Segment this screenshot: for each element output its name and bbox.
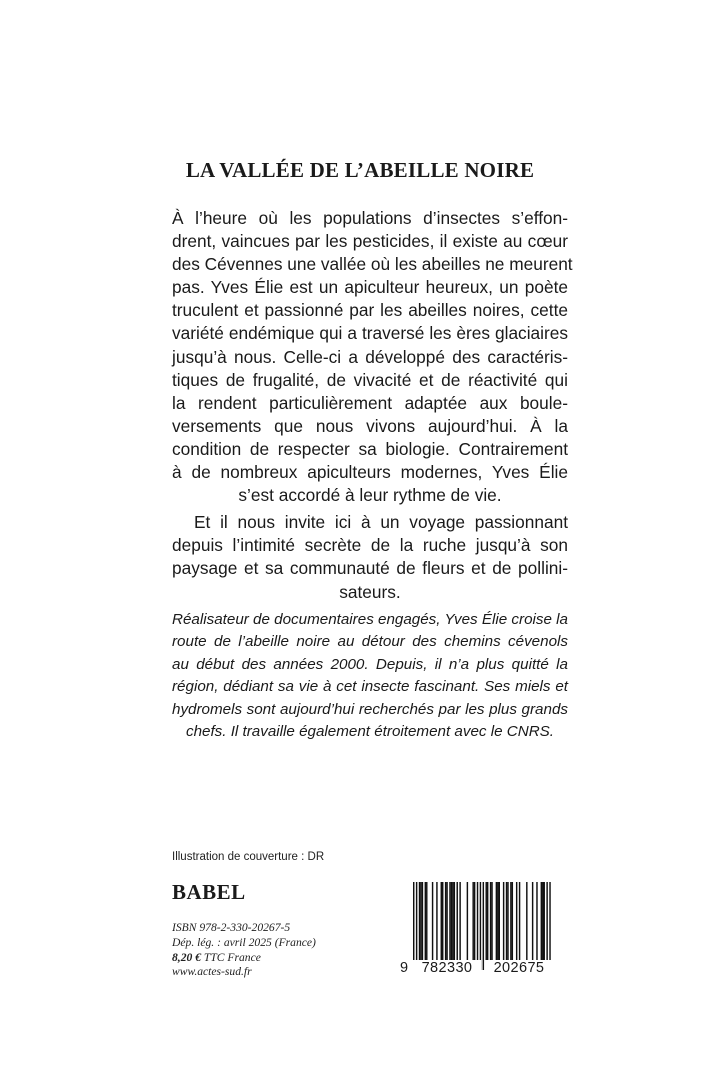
barcode-bar [536,882,537,962]
bio-line: Réalisateur de documentaires engagés, Yves Élie croise la [172,611,568,628]
cover-credit: Illustration de couverture : DR [172,851,325,863]
text-line: variété endémique qui a traversé les ères glaciaires [172,323,568,344]
bio-line: route de l’abeille noire au détour des chemins cévenols [172,633,568,651]
barcode-bar [512,882,513,962]
barcode-bar [546,882,547,970]
barcode-bar [446,882,447,962]
book-title: LA VALLÉE DE L’ABEILLE NOIRE [185,158,535,182]
barcode-bar [490,882,491,962]
barcode-bar [432,882,433,962]
barcode-group-1: 782330 [413,960,481,976]
barcode-bar [516,882,517,962]
bio-line: région, dédiant sa vie à cet insecte fascinant. Ses miels et [172,678,568,696]
text-line: condition de respecter sa biologie. Contrairement [172,438,568,459]
barcode-bar [491,882,492,962]
bio-line: au début des années 2000. Depuis, il n’a plus quitté la [172,655,568,673]
text-line: jusqu’à nous. Celle-ci a développé des caractéris- [172,346,568,367]
barcode-bar [459,882,460,962]
text-line: À l’heure où les populations d’insectes s’effon- [172,208,568,228]
barcode-bar [496,882,497,962]
text-line: Et il nous invite ici à un voyage passionnant [194,512,568,533]
legal-deposit: Dép. lég. : avril 2025 (France) [172,935,316,949]
barcode-bar [487,882,488,962]
barcode-bar [503,882,504,962]
text-line: des Cévennes une vallée où les abeilles ne meurent [172,254,573,275]
barcode-bar [507,882,508,962]
isbn: ISBN 978-2-330-20267-5 [172,921,291,934]
barcode-bar [449,882,450,962]
text-line: à de nombreux apiculteurs modernes, Yves Élie [172,462,568,483]
author-bio [172,609,568,743]
text-line: pas. Yves Élie est un apiculteur heureux, un poète [172,277,568,298]
text-line: tiques de frugalité, de vivacité et de réactivité qui [172,369,568,390]
text-line: versements que nous vivons aujourd’hui. À la [172,415,568,436]
barcode-bar [486,882,487,962]
text-line: depuis l’intimité secrète de la ruche jusqu’à son [172,535,568,556]
publisher-name: BABEL [172,880,246,904]
publication-info [172,921,316,980]
barcode-bar [480,882,481,970]
barcode-first-digit: 9 [400,960,409,976]
website-link[interactable]: www.actes-sud.fr [172,965,252,979]
text-line: sateurs. [339,581,401,602]
barcode-bar [452,882,453,962]
text-line: drent, vaincues par les pesticides, il existe au cœur [172,231,568,252]
blurb-paragraph-1 [172,207,573,507]
price-suffix: TTC France [200,950,261,964]
barcode-bar [544,882,545,962]
bio-line: hydromels sont aujourd’hui recherchés par les plus grands [172,700,568,718]
price [172,951,316,966]
barcode-bar [497,882,498,962]
barcode-bar [519,882,520,962]
barcode-bar [454,882,455,962]
text-line: s’est accordé à leur rythme de vie. [238,485,502,506]
barcode-bar [499,882,500,962]
barcode-bar [477,882,478,962]
barcode-bar [426,882,427,962]
barcode-bar [451,882,452,962]
barcode-bar [422,882,423,962]
barcode-bar [413,882,414,970]
barcode-bar [457,882,458,962]
barcode-bar [467,882,468,962]
barcode-bar [474,882,475,962]
barcode-bar [419,882,420,962]
text-line: paysage et sa communauté de fleurs et de pollini- [172,558,568,579]
barcode-bar [425,882,426,962]
barcode-bar [526,882,527,962]
barcode-group-2: 202675 [485,960,553,976]
text-line: la rendent particulièrement adaptée aux boule- [172,392,568,413]
blurb-paragraph-2 [172,511,568,603]
barcode-bar [549,882,550,970]
barcode-bar [510,882,511,962]
barcode-bar [442,882,443,962]
barcode-bar [483,882,484,970]
barcode-bar [445,882,446,962]
barcode-bar [420,882,421,962]
barcode-bar [436,882,437,962]
bio-line: chefs. Il travaille également étroitement avec le CNRS. [185,723,555,741]
barcode-bar [532,882,533,962]
barcode-bar [441,882,442,962]
barcode-bar [472,882,473,962]
barcode-bar [506,882,507,962]
text-line: truculent et passionné par les abeilles noires, cette [172,300,568,321]
barcode-bar [416,882,417,970]
blurb [172,207,573,608]
price-amount: 8,20 € [172,950,201,964]
barcode-bar [541,882,542,962]
barcode-bar [542,882,543,962]
